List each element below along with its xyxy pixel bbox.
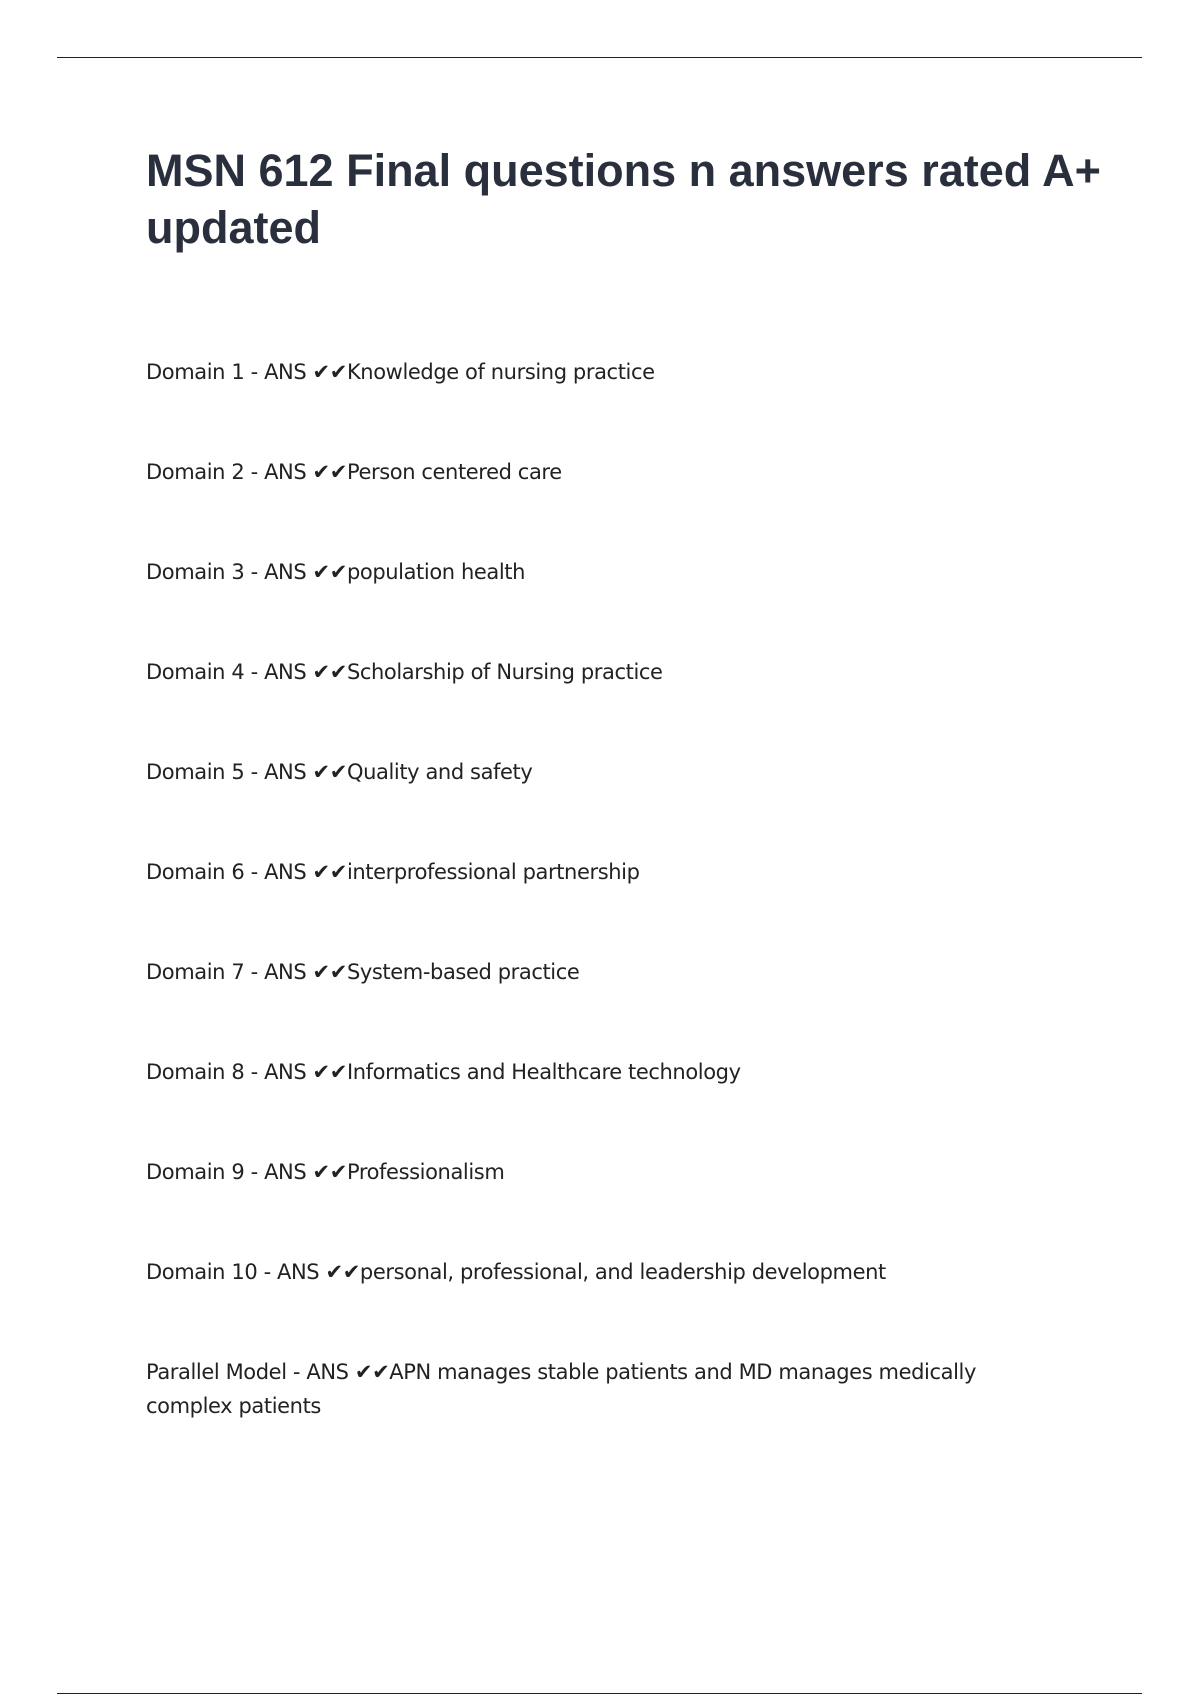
answer-check-marks: ANS ✔✔ (264, 360, 347, 384)
qa-separator: - (244, 760, 265, 784)
qa-question: Domain 2 (146, 460, 245, 484)
answer-check-marks: ANS ✔✔ (264, 560, 347, 584)
qa-answer: System-based practice (346, 960, 580, 984)
qa-question: Domain 10 (146, 1260, 258, 1284)
answer-check-marks: ANS ✔✔ (306, 1360, 390, 1384)
qa-question: Domain 9 (146, 1160, 245, 1184)
qa-separator: - (257, 1260, 278, 1284)
qa-item (146, 855, 1066, 889)
qa-separator: - (244, 1160, 265, 1184)
qa-answer: personal, professional, and leadership development (359, 1260, 886, 1284)
qa-separator: - (244, 1060, 265, 1084)
answer-check-marks: ANS ✔✔ (264, 760, 347, 784)
answer-check-marks: ANS ✔✔ (264, 1160, 347, 1184)
qa-answer: interprofessional partnership (346, 860, 640, 884)
qa-question: Domain 1 (146, 360, 245, 384)
qa-answer: Scholarship of Nursing practice (346, 660, 663, 684)
qa-item (146, 655, 1066, 689)
qa-item (146, 755, 1066, 789)
qa-item (146, 955, 1066, 989)
answer-check-marks: ANS ✔✔ (264, 660, 347, 684)
answer-check-marks: ANS ✔✔ (264, 460, 347, 484)
qa-question: Domain 5 (146, 760, 245, 784)
qa-answer: Informatics and Healthcare technology (346, 1060, 741, 1084)
answer-check-marks: ANS ✔✔ (264, 860, 347, 884)
qa-answer: Professionalism (346, 1160, 505, 1184)
qa-list (146, 355, 1066, 1489)
qa-answer: Knowledge of nursing practice (346, 360, 655, 384)
qa-answer: APN manages stable patients and MD manages medically complex patients (146, 1360, 976, 1418)
qa-answer: Person centered care (346, 460, 562, 484)
qa-item (146, 1355, 1066, 1423)
qa-separator: - (244, 360, 265, 384)
qa-item (146, 355, 1066, 389)
qa-item (146, 1255, 1066, 1289)
document-title: MSN 612 Final questions n answers rated A+ updated (146, 145, 1101, 253)
answer-check-marks: ANS ✔✔ (264, 1060, 347, 1084)
top-divider (57, 57, 1142, 58)
qa-question: Domain 7 (146, 960, 245, 984)
qa-separator: - (244, 860, 265, 884)
qa-separator: - (244, 560, 265, 584)
bottom-divider (57, 1693, 1142, 1694)
qa-question: Parallel Model (146, 1360, 287, 1384)
qa-question: Domain 6 (146, 860, 245, 884)
answer-check-marks: ANS ✔✔ (277, 1260, 360, 1284)
qa-question: Domain 4 (146, 660, 245, 684)
qa-question: Domain 3 (146, 560, 245, 584)
qa-separator: - (286, 1360, 307, 1384)
qa-separator: - (244, 660, 265, 684)
qa-separator: - (244, 960, 265, 984)
answer-check-marks: ANS ✔✔ (264, 960, 347, 984)
qa-question: Domain 8 (146, 1060, 245, 1084)
qa-item (146, 1055, 1066, 1089)
qa-item (146, 455, 1066, 489)
qa-separator: - (244, 460, 265, 484)
qa-item (146, 1155, 1066, 1189)
qa-answer: population health (346, 560, 526, 584)
qa-item (146, 555, 1066, 589)
qa-answer: Quality and safety (346, 760, 533, 784)
